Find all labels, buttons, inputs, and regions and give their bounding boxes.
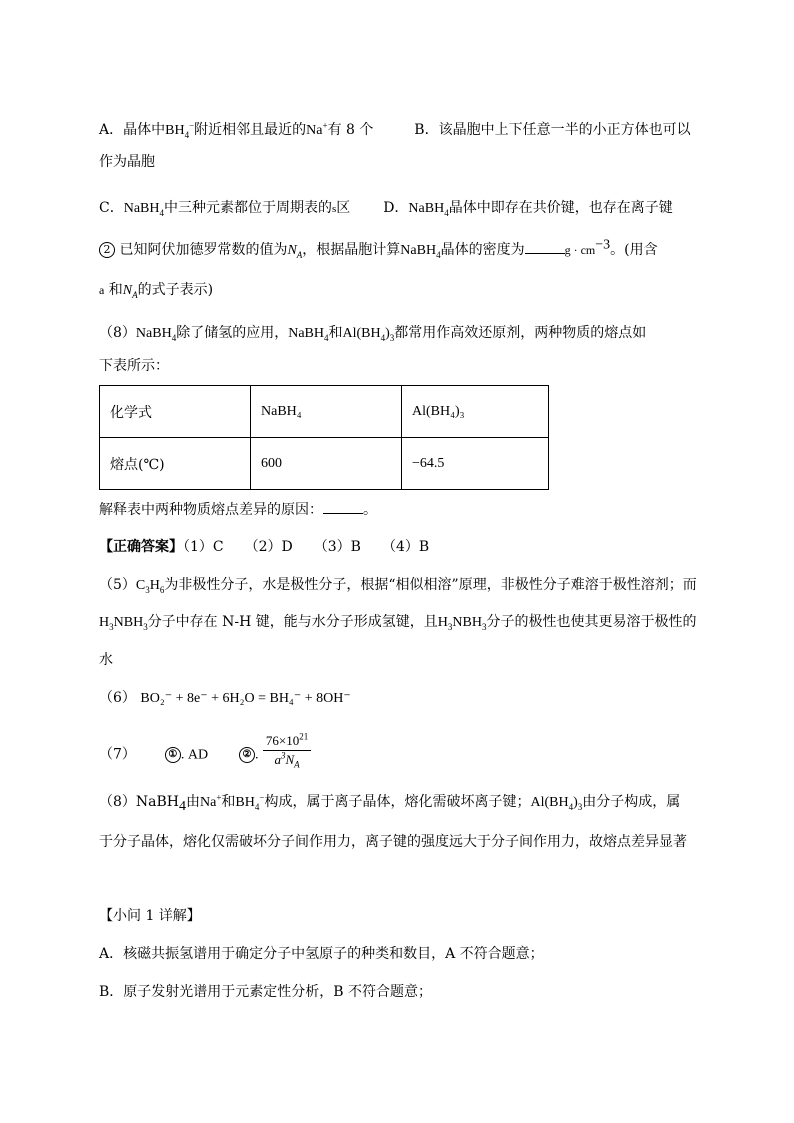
question-density-cont [99,280,213,301]
formula-nabh4: NaBH$_4$ [408,201,449,218]
a8-text2: 由 [186,794,201,810]
option-c-label: C． [99,200,124,216]
answer-line [99,537,429,557]
a8-text4: 构成，属于离子晶体，熔化需破坏离子键； [264,794,531,810]
a5-text2: 分子中存在 N-H 键，能与水分子形成氢键，且 [147,614,438,630]
table-header-cell: Al(BH₄)₃ [402,386,549,438]
formula-nabh4: NaBH$_4$ [400,243,441,260]
table-header-cell: 化学式 [100,386,251,438]
a5-text1: 为非极性分子，水是极性分子，根据“相似相溶”原理，非极性分子难溶于极性溶剂；而 [164,577,697,593]
formula-na-const: $N_A$ [287,243,303,260]
formula-bh4: $BH_4^-$ [235,792,265,812]
table-row [100,386,549,438]
formula-h3nbh3: $H_3NBH_3$ [437,615,487,632]
q8-and: 和 [328,325,343,341]
explain-text: 解释表中两种物质熔点差异的原因： [99,502,323,518]
detail-b: B．原子发射光谱用于元素定性分析，B 不符合题意； [99,984,433,1000]
a5-text3: 分子的极性也使其更易溶于极性的 [486,614,697,630]
answer-heading: 【正确答案】 [99,539,183,555]
answer-5-line2 [99,612,696,633]
option-a-text: A．晶体中 [99,122,166,138]
option-c-text: 中三种元素都位于周期表的 [164,200,332,216]
option-c-line [99,198,673,219]
formula-nabh4: NaBH$_4$ [123,201,164,218]
answer-8-line1: （8）NaBH$_4$由Na+和$BH_4^-$构成，属于离子晶体，熔化需破坏离子键；$Al(BH_4)_3$由分子构成，属 [99,792,681,814]
formula-na: Na+ [200,792,222,810]
a6-num: （6） [99,690,136,706]
q2-and: 和 [108,282,123,298]
a8-text6: 于分子晶体，熔化仅需破坏分子间作用力，离子键的强度远大于分子间作用力，故熔点差异显著 [99,834,687,850]
question-8-cont [99,356,169,376]
formula-h3nbh3: $H_3NBH_3$ [99,615,148,632]
a5-text4: 水 [99,652,113,668]
option-a-line [99,120,691,141]
fraction-denominator: $a^3N_A$ [274,750,300,770]
option-b-cont-text: 作为晶胞 [99,154,155,170]
a8-text3: 和 [221,794,236,810]
a7-num: （7） [99,746,136,763]
a7-dot: . [254,747,259,763]
question-8-line [99,323,646,344]
table-header-cell: NaBH₄ [251,386,402,438]
q8-cont: 下表所示： [99,358,169,374]
answer-items: （1）C （2）D （3）B （4）B [183,539,430,555]
unit-exp: −3 [595,237,611,253]
q2-text2: ，根据晶胞计算 [302,242,401,258]
formula-albh43: $Al(BH_4)_3$ [530,795,583,812]
explain-end: 。 [363,502,377,518]
a7-ad: . AD [180,747,209,763]
q8-num: （8） [99,325,136,341]
a6-equation: BO₂⁻ + 8e⁻ + 6H₂O = BH₄⁻ + 8OH⁻ [140,691,351,706]
fraction-numerator [263,732,311,751]
option-d-text: 晶体中即存在共价键，也存在离子键 [448,200,673,216]
density-fraction [263,732,311,769]
option-c-text2: 区 [336,200,351,216]
option-a-text3: 有 8 个 [327,122,374,138]
answer-6-line [99,688,351,709]
a8-text5: 由分子构成，属 [582,794,681,810]
formula-c3h6: $C_3H_6$ [135,578,165,595]
answer-blank [323,501,363,514]
formula-nabh4: NaBH$_4$ [135,326,177,343]
option-c-s: s [332,203,337,215]
num-exp: 21 [299,731,309,742]
circle-2-icon: ② [239,747,255,763]
option-a-text2: 附近相邻且最近的 [194,122,307,138]
formula-bh4: $BH_4^-$ [165,120,195,140]
table-cell: 600 [251,438,402,490]
table-row-label: 熔点(℃) [100,438,251,490]
answer-5-line1 [99,575,697,596]
circle-2-icon: 2 [99,242,115,258]
formula-na: Na+ [306,120,328,138]
q2-text1: 已知阿伏加德罗常数的值为 [119,242,288,258]
q8-text1: 除了储氢的应用， [176,325,289,341]
circle-1-icon: ① [165,747,181,763]
detail-b-line [99,982,432,1002]
table-cell: −64.5 [402,438,549,490]
q2-text4: 。(用含 [610,242,658,258]
melting-point-table [99,385,549,490]
answer-5-line3 [99,650,113,670]
unit-text: g · cm [564,243,596,257]
explain-line [99,500,377,520]
detail-a: A．核磁共振氢谱用于确定分子中氢原子的种类和数目，A 不符合题意； [99,946,544,962]
q2-text3: 晶体的密度为 [440,242,525,258]
a5-num: （5） [99,577,136,593]
answer-7-line [99,731,311,770]
detail-heading-line [99,906,201,926]
option-d-label: D． [383,200,409,216]
answer-8-line2 [99,832,687,852]
detail-a-line [99,944,544,964]
answer-blank [525,241,565,254]
formula-albh43: $Al(BH_4)_3$ [342,326,395,343]
formula-na-const: $N_A$ [122,283,138,300]
question-density-line [99,237,658,261]
option-b-cont [99,152,155,172]
detail-heading: 【小问 1 详解】 [99,908,201,924]
formula-nabh4: NaBH$_4$ [288,326,329,343]
num-base: 76×10 [265,733,300,748]
a8-text1: （8）NaBH [99,794,180,810]
var-a: a [99,283,105,297]
option-b-text: B．该晶胞中上下任意一半的小正方体也可以 [414,122,691,138]
table-row [100,438,549,490]
q8-text2: 都常用作高效还原剂，两种物质的熔点如 [394,325,647,341]
q2-end: 的式子表示) [137,282,214,298]
